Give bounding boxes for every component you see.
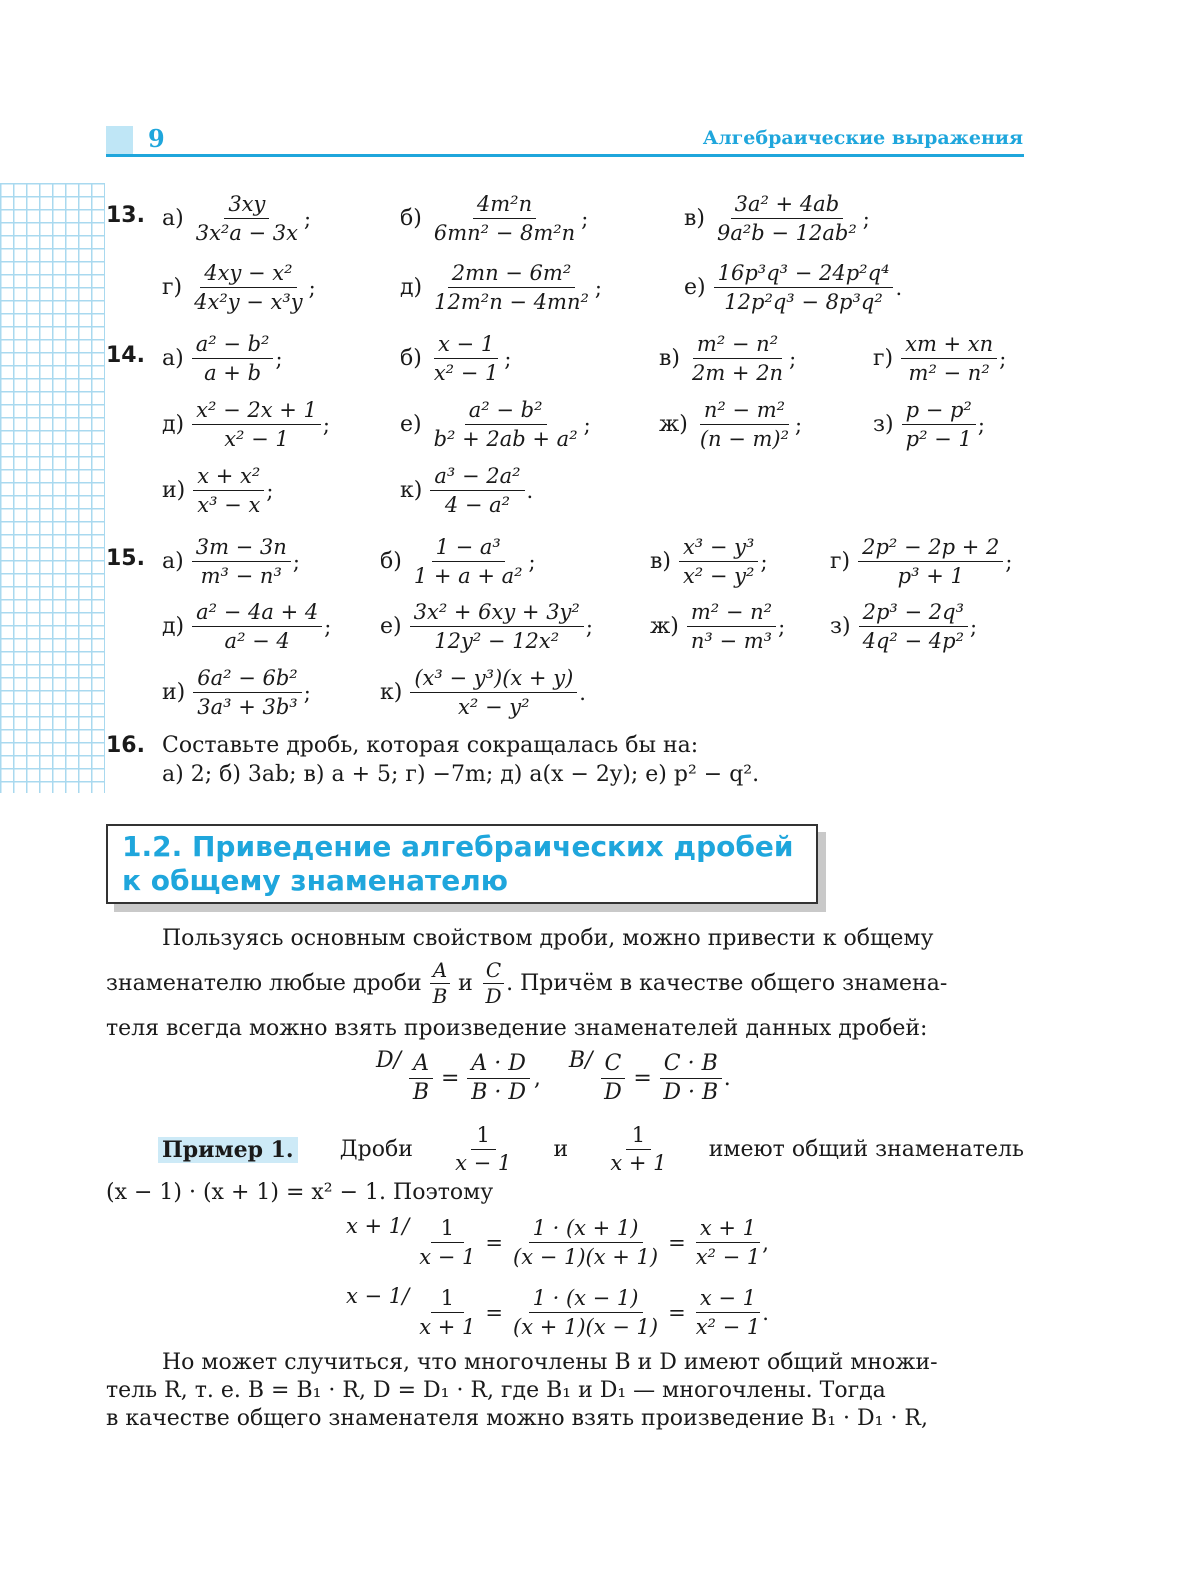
- example-text: Дроби: [339, 1137, 413, 1162]
- fraction: [687, 598, 776, 655]
- exercise-item: [162, 396, 330, 453]
- exercise-13-number: 13.: [106, 203, 145, 228]
- fraction-numerator: m² − n²: [693, 330, 782, 359]
- fraction-denominator: a + b: [204, 361, 262, 385]
- formula-example-1: [346, 1214, 769, 1271]
- exercise-16: [106, 733, 698, 758]
- item-punctuation: .: [895, 275, 903, 300]
- item-punctuation: ;: [795, 412, 803, 437]
- item-punctuation: ;: [275, 346, 283, 371]
- item-punctuation: ;: [581, 206, 589, 231]
- item-punctuation: ;: [760, 549, 768, 574]
- paragraph-1-line-3: теля всегда можно взять произведение знаменателей данных дробей:: [106, 1016, 928, 1041]
- fraction-denominator: x − 1: [419, 1245, 476, 1269]
- fraction-denominator: 3x²a − 3x: [195, 221, 298, 245]
- item-label: в): [659, 346, 680, 371]
- fraction-denominator: B: [432, 984, 448, 1008]
- exercise-item: [380, 533, 536, 590]
- fraction-numerator: x + x²: [193, 462, 264, 491]
- example-label: Пример 1.: [158, 1137, 298, 1163]
- fraction: [419, 1284, 475, 1341]
- header-rule: [106, 154, 1024, 157]
- fraction-denominator: m² − n²: [908, 361, 990, 385]
- fraction-numerator: 1 · (x + 1): [529, 1214, 643, 1243]
- fraction: [430, 330, 503, 387]
- exercise-item: [873, 396, 985, 453]
- fraction: [513, 1214, 658, 1271]
- item-label: и): [162, 680, 186, 705]
- fraction-numerator: 4m²n: [473, 190, 536, 219]
- formula-multiplier: x − 1/: [346, 1284, 410, 1308]
- fraction: [192, 396, 321, 453]
- item-label: к): [400, 478, 423, 503]
- fraction-numerator: C: [483, 958, 504, 984]
- fraction: [192, 533, 291, 590]
- fraction: [688, 330, 787, 387]
- item-punctuation: .: [579, 680, 586, 705]
- equals-sign: =: [485, 1230, 503, 1255]
- item-punctuation: ;: [862, 206, 870, 231]
- fraction-denominator: x² − 1: [224, 427, 289, 451]
- fraction-numerator: C · B: [660, 1050, 722, 1079]
- fraction-denominator: p³ + 1: [897, 564, 964, 588]
- item-label: б): [380, 549, 402, 574]
- fraction: [455, 1122, 511, 1177]
- fraction-denominator: m³ − n³: [200, 564, 282, 588]
- fraction-denominator: (x + 1)(x − 1): [513, 1315, 659, 1339]
- fraction-denominator: x² − 1: [695, 1315, 761, 1339]
- fraction: [192, 330, 274, 387]
- fraction-a-over-b: [430, 958, 450, 1009]
- exercise-item: [873, 330, 1006, 387]
- exercise-item: [830, 598, 977, 655]
- fraction-numerator: 2p² − 2p + 2: [858, 533, 1003, 562]
- formula-common-denominator: [376, 1050, 731, 1107]
- fraction-numerator: 1: [431, 1284, 464, 1313]
- fraction: [601, 1050, 626, 1107]
- formula-multiplier: B/: [568, 1048, 593, 1073]
- fraction: [430, 462, 524, 519]
- example-1-line-1: [158, 1122, 1024, 1177]
- item-punctuation: ;: [303, 680, 311, 705]
- item-label: г): [873, 346, 894, 371]
- formula-multiplier: x + 1/: [346, 1214, 410, 1238]
- exercise-item: [162, 330, 283, 387]
- fraction: [409, 1050, 433, 1107]
- fraction: [193, 462, 264, 519]
- fraction-numerator: 3x² + 6xy + 3y²: [410, 598, 584, 627]
- fraction: [902, 396, 976, 453]
- item-punctuation: ;: [528, 549, 536, 574]
- item-punctuation: ;: [778, 614, 786, 639]
- formula-example-2: [346, 1284, 769, 1341]
- item-label: б): [400, 206, 422, 231]
- fraction-numerator: a² − 4a + 4: [192, 598, 322, 627]
- fraction-denominator: x − 1: [455, 1151, 512, 1175]
- paragraph-1-line-1: Пользуясь основным свойством дроби, можно привести к общему: [162, 926, 934, 951]
- exercise-item: [380, 664, 586, 721]
- item-label: з): [873, 412, 894, 437]
- margin-grid-decoration: [0, 183, 105, 793]
- item-punctuation: ;: [322, 412, 330, 437]
- fraction-numerator: a³ − 2a²: [430, 462, 524, 491]
- period: .: [762, 1300, 769, 1325]
- paragraph-2-line-1: Но может случиться, что многочлены B и D имеют общий множи-: [162, 1350, 938, 1375]
- equals-sign: =: [485, 1300, 503, 1325]
- fraction-numerator: x + 1: [696, 1214, 760, 1243]
- exercise-item: [400, 259, 602, 316]
- fraction-denominator: x + 1: [419, 1315, 476, 1339]
- exercise-16-number: 16.: [106, 733, 145, 758]
- fraction-denominator: 6mn² − 8m²n: [433, 221, 576, 245]
- fraction: [696, 1284, 761, 1341]
- fraction-denominator: b² + 2ab + a²: [433, 427, 578, 451]
- equals-sign: =: [668, 1300, 686, 1325]
- fraction-denominator: x² − y²: [682, 564, 755, 588]
- fraction-numerator: 3a² + 4ab: [731, 190, 844, 219]
- item-label: а): [162, 206, 184, 231]
- fraction: [410, 533, 527, 590]
- fraction: [410, 598, 584, 655]
- fraction-denominator: n³ − m³: [690, 629, 773, 653]
- fraction-denominator: 4q² − 4p²: [862, 629, 964, 653]
- item-punctuation: ;: [969, 614, 978, 639]
- exercise-item: [400, 190, 588, 247]
- paragraph-1-text-and: и: [458, 971, 473, 996]
- equals-sign: =: [668, 1230, 686, 1255]
- fraction-denominator: D: [485, 984, 502, 1008]
- fraction-numerator: x − 1: [434, 330, 498, 359]
- section-title: [122, 830, 794, 898]
- item-punctuation: ;: [266, 478, 274, 503]
- fraction: [713, 190, 861, 247]
- item-label: и): [162, 478, 186, 503]
- fraction-denominator: 4x²y − x³y: [194, 290, 303, 314]
- fraction-numerator: 3m − 3n: [192, 533, 291, 562]
- exercise-item: [380, 598, 593, 655]
- fraction-denominator: 1 + a + a²: [413, 564, 523, 588]
- item-label: з): [830, 614, 851, 639]
- item-punctuation: ;: [585, 614, 593, 639]
- fraction-denominator: 9a²b − 12ab²: [716, 221, 857, 245]
- fraction: [190, 259, 307, 316]
- section-title-box: [106, 824, 818, 904]
- fraction-denominator: (x − 1)(x + 1): [513, 1245, 659, 1269]
- paragraph-1-text-a: знаменателю любые дроби: [106, 971, 422, 996]
- section-title-line2: к общему знаменателю: [122, 864, 508, 897]
- equals-sign: =: [633, 1066, 652, 1091]
- exercise-item: [684, 259, 902, 316]
- example-text-2: имеют общий знаменатель: [708, 1137, 1024, 1162]
- fraction: [513, 1284, 658, 1341]
- fraction-numerator: x − 1: [696, 1284, 760, 1313]
- fraction-denominator: B: [412, 1080, 430, 1105]
- period: .: [723, 1066, 731, 1091]
- formula-multiplier: D/: [376, 1048, 402, 1073]
- fraction: [192, 598, 322, 655]
- fraction-numerator: A · D: [467, 1050, 530, 1079]
- example-text-and: и: [553, 1137, 569, 1162]
- exercise-16-text: Составьте дробь, которая сокращалась бы на:: [161, 733, 699, 758]
- item-punctuation: ;: [977, 412, 985, 437]
- fraction-denominator: (n − m)²: [699, 427, 790, 451]
- section-title-line1: 1.2. Приведение алгебраических дробей: [122, 830, 794, 863]
- exercise-item: [650, 533, 768, 590]
- exercise-item: [659, 330, 796, 387]
- item-label: к): [380, 680, 403, 705]
- item-punctuation: ;: [504, 346, 512, 371]
- exercise-item: [162, 462, 273, 519]
- item-punctuation: .: [526, 478, 534, 503]
- exercise-item: [659, 396, 802, 453]
- item-label: в): [650, 549, 671, 574]
- chapter-title: Алгебраические выражения: [702, 127, 1023, 149]
- item-label: е): [400, 412, 422, 437]
- item-label: д): [162, 614, 185, 639]
- fraction: [660, 1050, 722, 1107]
- fraction-denominator: 12y² − 12x²: [434, 629, 560, 653]
- exercise-item: [162, 598, 331, 655]
- fraction: [419, 1214, 475, 1271]
- item-punctuation: ;: [789, 346, 797, 371]
- item-label: г): [162, 275, 183, 300]
- item-punctuation: ;: [304, 206, 312, 231]
- fraction-numerator: A: [430, 958, 450, 984]
- fraction-numerator: 2p³ − 2q³: [859, 598, 968, 627]
- exercise-item: [830, 533, 1012, 590]
- exercise-item: [400, 330, 511, 387]
- fraction-numerator: p − p²: [902, 396, 976, 425]
- item-label: в): [684, 206, 705, 231]
- fraction: [696, 1214, 761, 1271]
- fraction-denominator: x³ − x: [197, 493, 261, 517]
- fraction: [430, 190, 579, 247]
- fraction-numerator: x² − 2x + 1: [192, 396, 321, 425]
- equals-sign: =: [440, 1066, 460, 1091]
- fraction: [679, 533, 759, 590]
- exercise-15-number: 15.: [106, 546, 145, 571]
- item-label: а): [162, 549, 184, 574]
- fraction: [193, 664, 301, 721]
- fraction-numerator: m² − n²: [687, 598, 776, 627]
- exercise-item: [162, 664, 311, 721]
- fraction: [430, 259, 593, 316]
- page-number: 9: [148, 124, 165, 153]
- comma: ,: [762, 1230, 769, 1255]
- fraction-denominator: D: [604, 1080, 622, 1105]
- fraction-denominator: 12p²q³ − 8p³q²: [724, 290, 883, 314]
- fraction-numerator: n² − m²: [700, 396, 789, 425]
- item-label: ж): [650, 614, 679, 639]
- fraction-numerator: 1: [626, 1122, 651, 1150]
- fraction-numerator: 1 · (x − 1): [529, 1284, 643, 1313]
- fraction: [714, 259, 894, 316]
- fraction-numerator: 1: [471, 1122, 496, 1150]
- item-punctuation: ;: [999, 346, 1007, 371]
- fraction-numerator: a² − b²: [465, 396, 547, 425]
- fraction-numerator: (x³ − y³)(x + y): [410, 664, 577, 693]
- fraction-numerator: a² − b²: [192, 330, 274, 359]
- item-punctuation: ;: [324, 614, 332, 639]
- fraction: [901, 330, 997, 387]
- fraction-denominator: x² − 1: [695, 1245, 761, 1269]
- fraction-denominator: 2m + 2n: [691, 361, 784, 385]
- exercise-item: [650, 598, 785, 655]
- exercise-item: [400, 462, 533, 519]
- fraction-numerator: 4xy − x²: [200, 259, 296, 288]
- fraction-numerator: 1: [431, 1214, 464, 1243]
- exercise-item: [162, 190, 311, 247]
- fraction-numerator: 6a² − 6b²: [193, 664, 301, 693]
- paragraph-2-line-2: тель R, т. е. B = B₁ · R, D = D₁ · R, где B₁ и D₁ — многочлены. Тогда: [106, 1378, 886, 1403]
- fraction-numerator: 3xy: [224, 190, 269, 219]
- fraction-denominator: x + 1: [610, 1151, 667, 1175]
- item-label: е): [684, 275, 706, 300]
- fraction-numerator: 1 − a³: [432, 533, 505, 562]
- fraction-denominator: x² − 1: [433, 361, 499, 385]
- fraction-numerator: 16p³q³ − 24p²q⁴: [714, 259, 894, 288]
- fraction-denominator: p² − 1: [905, 427, 972, 451]
- fraction-denominator: 3a³ + 3b³: [197, 695, 298, 719]
- fraction-denominator: a² − 4: [224, 629, 290, 653]
- fraction-c-over-d: [483, 958, 504, 1009]
- fraction: [610, 1122, 666, 1177]
- fraction-denominator: 4 − a²: [444, 493, 511, 517]
- exercise-16-items: а) 2; б) 3ab; в) a + 5; г) −7m; д) a(x − 2y); е) p² − q².: [162, 762, 760, 787]
- item-label: а): [162, 346, 184, 371]
- fraction-numerator: C: [601, 1050, 626, 1079]
- fraction-denominator: 12m²n − 4mn²: [434, 290, 589, 314]
- fraction-denominator: D · B: [663, 1080, 719, 1105]
- paragraph-2-line-3: в качестве общего знаменателя можно взять произведение B₁ · D₁ · R,: [106, 1406, 928, 1431]
- fraction: [859, 598, 968, 655]
- example-1-line-2: (x − 1) · (x + 1) = x² − 1. Поэтому: [106, 1180, 494, 1205]
- item-punctuation: ;: [292, 549, 300, 574]
- fraction: [430, 396, 582, 453]
- fraction-numerator: xm + xn: [901, 330, 997, 359]
- item-label: е): [380, 614, 402, 639]
- item-punctuation: ;: [583, 412, 591, 437]
- exercise-item: [684, 190, 870, 247]
- page-number-marker: [106, 126, 133, 154]
- comma: ,: [533, 1066, 541, 1091]
- fraction: [858, 533, 1003, 590]
- exercise-item: [162, 259, 316, 316]
- item-label: г): [830, 549, 851, 574]
- fraction-denominator: B · D: [471, 1080, 527, 1105]
- fraction: [467, 1050, 530, 1107]
- paragraph-1-text-c: . Причём в качестве общего знамена-: [506, 971, 948, 996]
- fraction-numerator: 2mn − 6m²: [448, 259, 575, 288]
- exercise-14-number: 14.: [106, 343, 145, 368]
- exercise-item: [400, 396, 591, 453]
- item-punctuation: ;: [594, 275, 602, 300]
- item-label: б): [400, 346, 422, 371]
- fraction: [192, 190, 302, 247]
- fraction: [410, 664, 577, 721]
- item-label: д): [162, 412, 185, 437]
- fraction-numerator: A: [409, 1050, 433, 1079]
- item-punctuation: ;: [308, 275, 316, 300]
- item-label: д): [400, 275, 423, 300]
- fraction: [696, 396, 793, 453]
- item-punctuation: ;: [1005, 549, 1013, 574]
- item-label: ж): [659, 412, 688, 437]
- fraction-numerator: x³ − y³: [679, 533, 759, 562]
- exercise-item: [162, 533, 300, 590]
- fraction-denominator: x² − y²: [458, 695, 530, 719]
- paragraph-1-line-2: [106, 958, 947, 1009]
